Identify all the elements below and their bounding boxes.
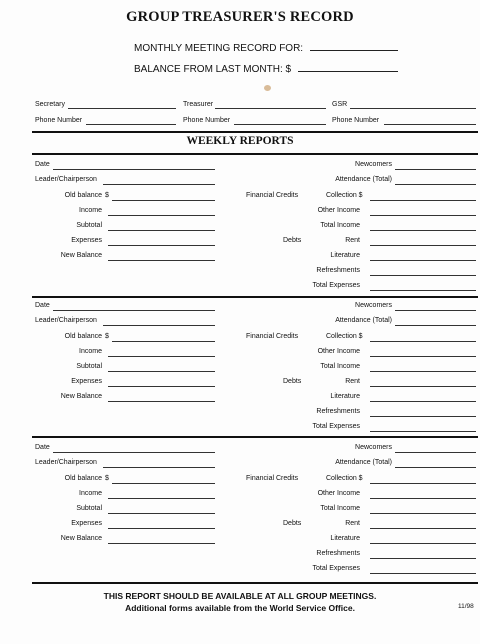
old-balance-label: Old balance: [64, 333, 102, 340]
old-balance-label: Old balance: [64, 192, 102, 199]
leader-line[interactable]: [103, 467, 215, 468]
secretary-phone-label: Phone Number: [35, 117, 83, 124]
treasurer-phone-label: Phone Number: [183, 117, 231, 124]
expenses-line[interactable]: [108, 386, 215, 387]
weekly-report-2: [0, 299, 480, 439]
date-line[interactable]: [53, 169, 215, 170]
collection-line[interactable]: [370, 341, 476, 342]
total-income-line[interactable]: [370, 230, 476, 231]
date-line[interactable]: [53, 310, 215, 311]
total-income-label: Total Income: [320, 363, 360, 370]
monthly-meeting-field[interactable]: [134, 43, 398, 54]
subtotal-label: Subtotal: [76, 363, 102, 370]
total-income-label: Total Income: [320, 222, 360, 229]
total-expenses-line[interactable]: [370, 290, 476, 291]
old-balance-dollar: $: [105, 333, 109, 340]
leader-label: Leader/Chairperson: [35, 459, 97, 466]
treasurer-phone-line[interactable]: [234, 124, 326, 125]
total-income-line[interactable]: [370, 513, 476, 514]
debts-label: Debts: [283, 520, 302, 527]
total-expenses-line[interactable]: [370, 573, 476, 574]
rent-line[interactable]: [370, 245, 476, 246]
gsr-label: GSR: [332, 101, 348, 108]
refreshments-label: Refreshments: [316, 408, 360, 415]
literature-line[interactable]: [370, 543, 476, 544]
monthly-meeting-line[interactable]: [310, 50, 398, 51]
new-balance-label: New Balance: [60, 393, 102, 400]
other-income-line[interactable]: [370, 356, 476, 357]
old-balance-label: Old balance: [64, 475, 102, 482]
income-label: Income: [79, 490, 102, 497]
expenses-label: Expenses: [71, 520, 102, 527]
refreshments-label: Refreshments: [316, 267, 360, 274]
gsr-phone-label: Phone Number: [332, 117, 380, 124]
weekly-reports-title: WEEKLY REPORTS: [186, 135, 294, 147]
new-balance-line[interactable]: [108, 543, 215, 544]
gsr-phone-line[interactable]: [384, 124, 476, 125]
divider-bottom: [32, 582, 478, 584]
monthly-meeting-label: MONTHLY MEETING RECORD FOR:: [134, 43, 304, 54]
old-balance-line[interactable]: [112, 200, 215, 201]
old-balance-dollar: $: [105, 192, 109, 199]
refreshments-label: Refreshments: [316, 550, 360, 557]
refreshments-line[interactable]: [370, 275, 476, 276]
subtotal-label: Subtotal: [76, 222, 102, 229]
financial-credits-label: Financial Credits: [246, 475, 299, 482]
newcomers-line[interactable]: [395, 169, 476, 170]
collection-line[interactable]: [370, 483, 476, 484]
new-balance-label: New Balance: [60, 252, 102, 259]
total-expenses-label: Total Expenses: [312, 565, 360, 572]
income-label: Income: [79, 348, 102, 355]
treasurer-line[interactable]: [215, 108, 326, 109]
total-expenses-line[interactable]: [370, 431, 476, 432]
form-code: 11/98: [458, 603, 474, 610]
newcomers-label: Newcomers: [355, 302, 392, 309]
expenses-line[interactable]: [108, 528, 215, 529]
other-income-line[interactable]: [370, 498, 476, 499]
income-label: Income: [79, 207, 102, 214]
new-balance-line[interactable]: [108, 260, 215, 261]
other-income-line[interactable]: [370, 215, 476, 216]
rent-label: Rent: [345, 378, 360, 385]
refreshments-line[interactable]: [370, 558, 476, 559]
attendance-line[interactable]: [395, 467, 476, 468]
divider-weekly: [32, 153, 478, 155]
divider-top: [32, 131, 478, 133]
divider-week-1: [32, 296, 478, 298]
date-label: Date: [35, 302, 50, 309]
other-income-label: Other Income: [317, 490, 360, 497]
expenses-line[interactable]: [108, 245, 215, 246]
date-line[interactable]: [53, 452, 215, 453]
newcomers-line[interactable]: [395, 310, 476, 311]
weekly-report-1: [0, 158, 480, 298]
total-expenses-label: Total Expenses: [312, 282, 360, 289]
treasurer-label: Treasurer: [183, 101, 214, 108]
new-balance-line[interactable]: [108, 401, 215, 402]
income-line[interactable]: [108, 498, 215, 499]
literature-line[interactable]: [370, 401, 476, 402]
rent-line[interactable]: [370, 386, 476, 387]
secretary-phone-line[interactable]: [86, 124, 176, 125]
newcomers-label: Newcomers: [355, 161, 392, 168]
collection-label: Collection $: [326, 333, 363, 340]
secretary-label: Secretary: [35, 101, 65, 108]
old-balance-dollar: $: [105, 475, 109, 482]
old-balance-line[interactable]: [112, 483, 215, 484]
divider-week-2: [32, 436, 478, 438]
old-balance-line[interactable]: [112, 341, 215, 342]
debts-label: Debts: [283, 378, 302, 385]
balance-last-month-field[interactable]: [134, 64, 398, 75]
leader-label: Leader/Chairperson: [35, 176, 97, 183]
other-income-label: Other Income: [317, 207, 360, 214]
income-line[interactable]: [108, 215, 215, 216]
attendance-label: Attendance (Total): [335, 176, 392, 183]
leader-line[interactable]: [103, 325, 215, 326]
total-income-line[interactable]: [370, 371, 476, 372]
literature-line[interactable]: [370, 260, 476, 261]
subtotal-label: Subtotal: [76, 505, 102, 512]
debts-label: Debts: [283, 237, 302, 244]
refreshments-line[interactable]: [370, 416, 476, 417]
leader-label: Leader/Chairperson: [35, 317, 97, 324]
other-income-label: Other Income: [317, 348, 360, 355]
financial-credits-label: Financial Credits: [246, 192, 299, 199]
income-line[interactable]: [108, 356, 215, 357]
collection-label: Collection $: [326, 475, 363, 482]
expenses-label: Expenses: [71, 378, 102, 385]
gsr-line[interactable]: [350, 108, 476, 109]
collection-line[interactable]: [370, 200, 476, 201]
attendance-label: Attendance (Total): [335, 459, 392, 466]
balance-last-month-label: BALANCE FROM LAST MONTH: $: [134, 64, 292, 75]
secretary-line[interactable]: [68, 108, 176, 109]
rent-line[interactable]: [370, 528, 476, 529]
rent-label: Rent: [345, 237, 360, 244]
stamp-mark-icon: [264, 85, 271, 91]
form-title: GROUP TREASURER'S RECORD: [126, 9, 354, 25]
subtotal-line[interactable]: [108, 371, 215, 372]
date-label: Date: [35, 161, 50, 168]
financial-credits-label: Financial Credits: [246, 333, 299, 340]
footer-notice: THIS REPORT SHOULD BE AVAILABLE AT ALL GROUP MEETINGS.: [103, 591, 377, 601]
expenses-label: Expenses: [71, 237, 102, 244]
literature-label: Literature: [330, 252, 360, 259]
total-income-label: Total Income: [320, 505, 360, 512]
leader-line[interactable]: [103, 184, 215, 185]
balance-last-month-line[interactable]: [298, 71, 398, 72]
attendance-line[interactable]: [395, 184, 476, 185]
subtotal-line[interactable]: [108, 230, 215, 231]
newcomers-label: Newcomers: [355, 444, 392, 451]
literature-label: Literature: [330, 535, 360, 542]
subtotal-line[interactable]: [108, 513, 215, 514]
attendance-line[interactable]: [395, 325, 476, 326]
literature-label: Literature: [330, 393, 360, 400]
attendance-label: Attendance (Total): [335, 317, 392, 324]
date-label: Date: [35, 444, 50, 451]
new-balance-label: New Balance: [60, 535, 102, 542]
weekly-report-3: [0, 441, 480, 581]
collection-label: Collection $: [326, 192, 363, 199]
rent-label: Rent: [345, 520, 360, 527]
total-expenses-label: Total Expenses: [312, 423, 360, 430]
newcomers-line[interactable]: [395, 452, 476, 453]
footer-forms-note: Additional forms available from the World Service Office.: [125, 603, 355, 613]
